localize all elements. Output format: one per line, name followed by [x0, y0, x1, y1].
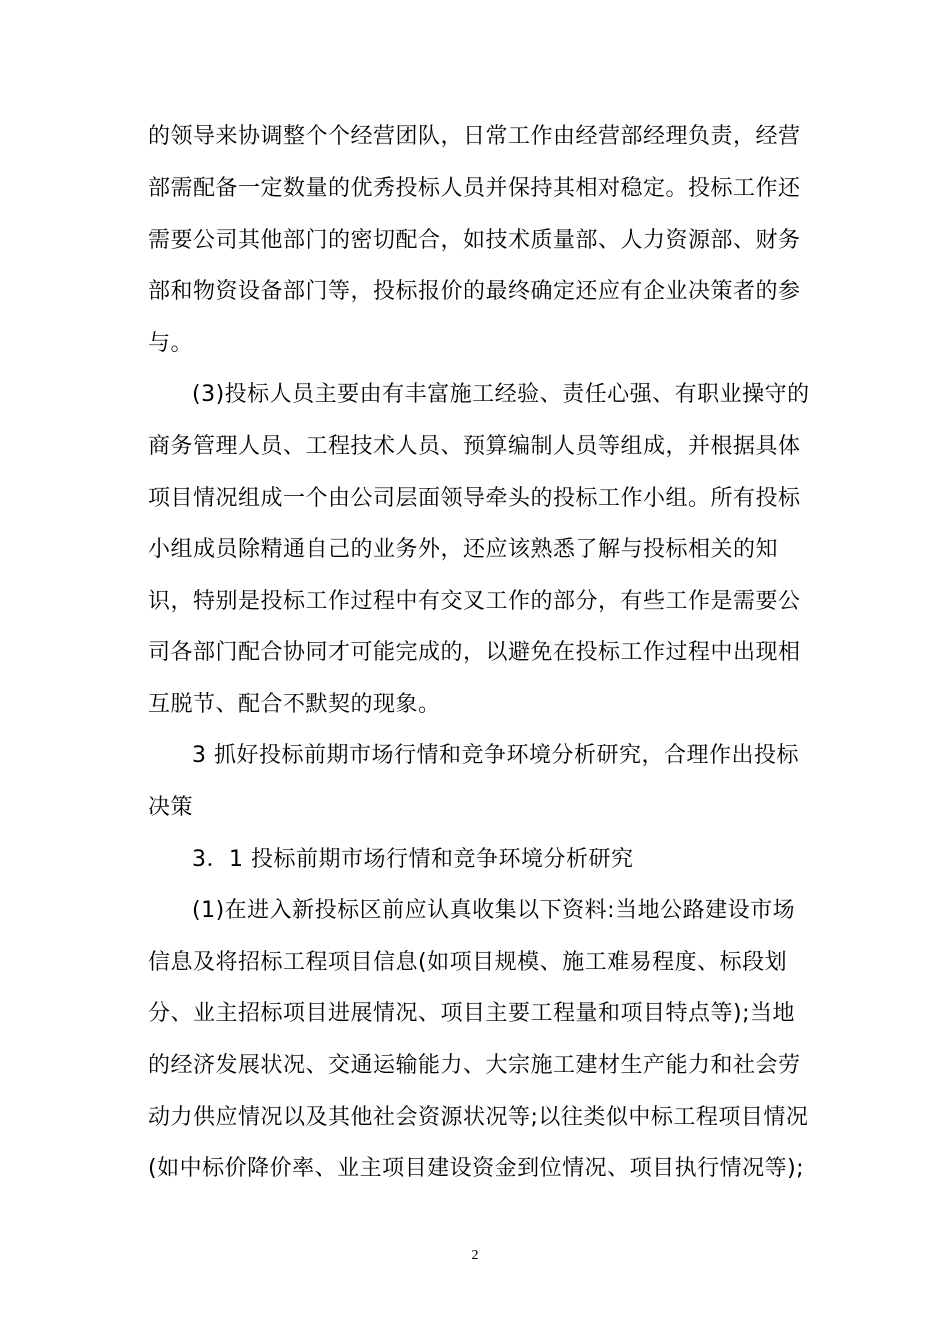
text-line: 信息及将招标工程项目信息(如项目规模、施工难易程度、标段划: [148, 950, 788, 975]
paragraph-start-line: (3)投标人员主要由有丰富施工经验、责任心强、有职业操守的: [192, 382, 810, 407]
section-heading-line: 3 抓好投标前期市场行情和竞争环境分析研究，合理作出投标: [192, 743, 799, 768]
text-line: 部需配备一定数量的优秀投标人员并保持其相对稳定。投标工作还: [148, 176, 801, 201]
text-line: 动力供应情况以及其他社会资源状况等;以往类似中标工程项目情况: [148, 1105, 809, 1130]
paragraph-start-line: (1)在进入新投标区前应认真收集以下资料:当地公路建设市场: [192, 898, 796, 923]
text-line: 小组成员除精通自己的业务外，还应该熟悉了解与投标相关的知: [148, 537, 779, 562]
text-line: (如中标价降价率、业主项目建设资金到位情况、项目执行情况等);: [148, 1156, 805, 1181]
text-line: 分、业主招标项目进展情况、项目主要工程量和项目特点等);当地: [148, 1001, 795, 1026]
subsection-heading: 3．1 投标前期市场行情和竞争环境分析研究: [192, 847, 634, 872]
page-number: 2: [471, 1248, 479, 1263]
text-line: 项目情况组成一个由公司层面领导牵头的投标工作小组。所有投标: [148, 486, 801, 511]
text-line: 商务管理人员、工程技术人员、预算编制人员等组成，并根据具体: [148, 434, 801, 459]
text-line: 需要公司其他部门的密切配合，如技术质量部、人力资源部、财务: [148, 228, 801, 253]
text-line: 部和物资设备部门等，投标报价的最终确定还应有企业决策者的参: [148, 279, 801, 304]
text-line: 的领导来协调整个个经营团队，日常工作由经营部经理负责，经营: [148, 124, 801, 149]
text-line: 互脱节、配合不默契的现象。: [148, 692, 441, 717]
text-line: 识，特别是投标工作过程中有交叉工作的部分，有些工作是需要公: [148, 589, 801, 614]
text-line: 司各部门配合协同才可能完成的，以避免在投标工作过程中出现相: [148, 640, 801, 665]
text-line: 的经济发展状况、交通运输能力、大宗施工建材生产能力和社会劳: [148, 1053, 801, 1078]
text-line: 与。: [148, 331, 194, 356]
section-heading-line: 决策: [148, 795, 194, 820]
